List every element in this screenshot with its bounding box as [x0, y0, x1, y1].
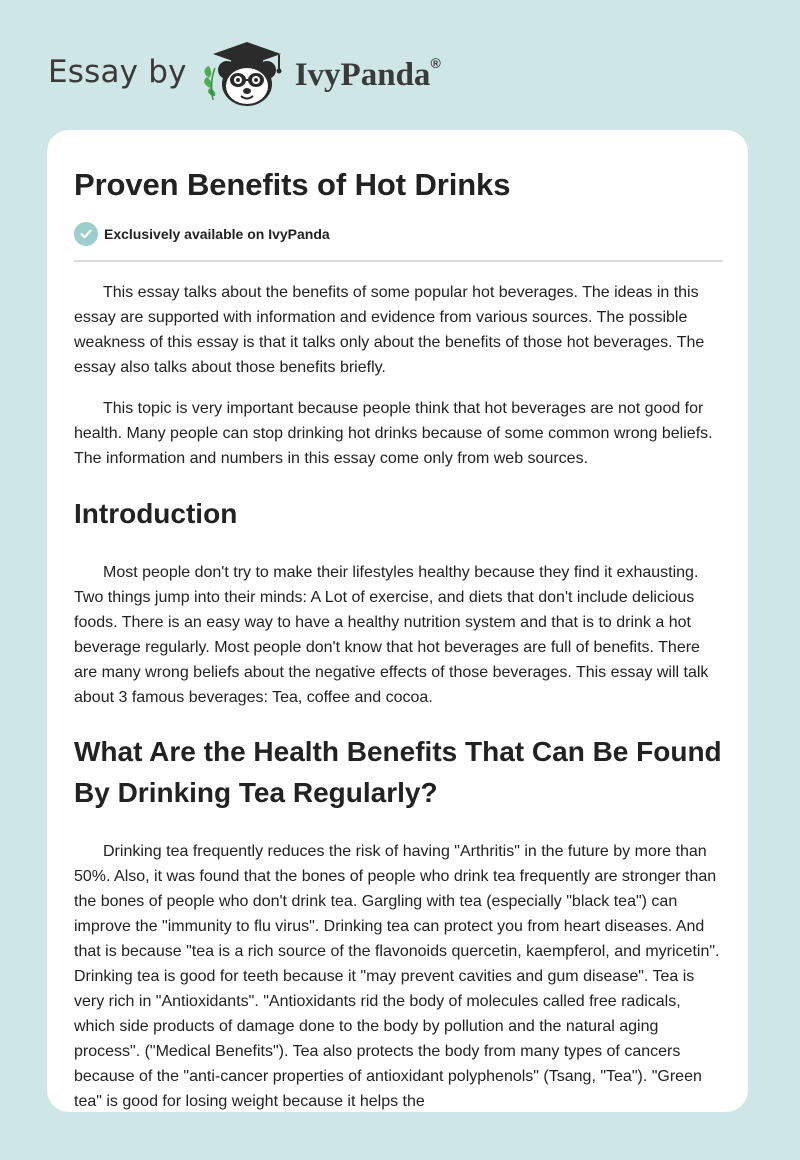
- brand-name: [294, 54, 441, 94]
- brand-prefix: Essay by: [48, 54, 187, 90]
- intro-paragraph-1: This essay talks about the benefits of some popular hot beverages. The ideas in this essay are supported with information and evidence from various sources. The possible weakness of this essay is that it talks only about the benefits of those hot beverages. The essay also talks about those benefits briefly.: [74, 284, 705, 376]
- essay-card: [47, 130, 748, 1112]
- panda-graduate-icon[interactable]: [201, 34, 293, 110]
- heading-tea-benefits: What Are the Health Benefits That Can Be Found By Drinking Tea Regularly?: [74, 736, 722, 808]
- registered-mark: ®: [430, 54, 441, 71]
- page-title: Proven Benefits of Hot Drinks: [74, 167, 511, 202]
- site-header: [48, 34, 548, 110]
- brand-name-text: IvyPanda: [294, 56, 431, 93]
- heading-introduction: Introduction: [74, 498, 238, 529]
- exclusive-label: Exclusively available on IvyPanda: [104, 226, 330, 242]
- exclusive-badge: [74, 222, 721, 246]
- check-icon: [74, 222, 98, 246]
- divider: [74, 260, 723, 262]
- tea-benefits-paragraph: Drinking tea frequently reduces the risk of having "Arthritis" in the future by more than 50%. Also, it was found that the bones of people who drink tea frequently are stronger than the bones of people who don't drink tea. Gargling with tea (especially "black tea") can improve the "immunity to flu virus". Drinking tea can protect you from heart diseases. And that is because "tea is a rich source of the flavonoids quercetin, kaempferol, and myricetin". Drinking tea is good for teeth because it "may prevent cavities and gum disease". Tea is very rich in "Antioxidants". "Antioxidants rid the body of molecules called free radicals, which side products of damage done to the body by pollution and the natural aging process". ("Medical Benefits"). Tea also protects the body from many types of cancers because of the "anti-cancer properties of antioxidant polyphenols" (Tsang, "Tea"). "Green tea" is good for losing weight because it helps the: [74, 843, 720, 1110]
- intro-paragraph-2: This topic is very important because people think that hot beverages are not good for health. Many people can stop drinking hot drinks because of some common wrong beliefs. The information and numbers in this essay come only from web sources.: [74, 400, 713, 467]
- introduction-paragraph: Most people don't try to make their lifestyles healthy because they find it exhausting. Two things jump into their minds: A Lot of exercise, and diets that don't include delicious foods. There is an easy way to have a healthy nutrition system and that is to drink a hot beverage regularly. Most people don't know that hot beverages are full of benefits. There are many wrong beliefs about the negative effects of those beverages. This essay will talk about 3 famous beverages: Tea, coffee and cocoa.: [74, 564, 709, 706]
